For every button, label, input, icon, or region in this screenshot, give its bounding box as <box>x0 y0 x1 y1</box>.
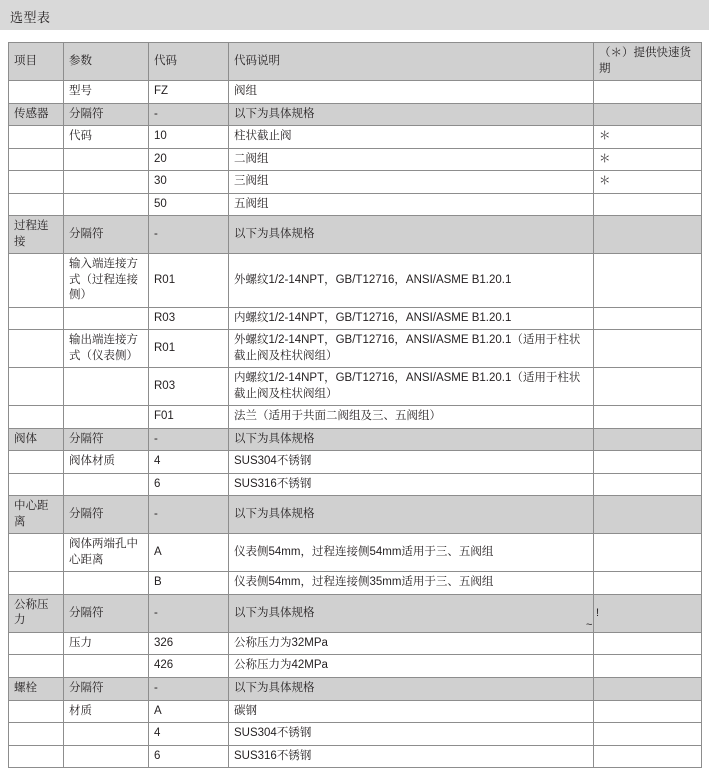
cell-item <box>9 171 64 194</box>
cell-item <box>9 700 64 723</box>
cell-code: R01 <box>149 330 229 368</box>
cell-param: 材质 <box>64 700 149 723</box>
cell-desc: 公称压力为42MPa <box>229 655 594 678</box>
cell-code: 4 <box>149 451 229 474</box>
cell-fast <box>594 677 702 700</box>
cell-param: 型号 <box>64 81 149 104</box>
cell-code: 10 <box>149 126 229 149</box>
cell-fast <box>594 700 702 723</box>
cell-param <box>64 368 149 406</box>
cell-param <box>64 171 149 194</box>
cell-fast <box>594 254 702 308</box>
cell-item <box>9 451 64 474</box>
cell-code: 30 <box>149 171 229 194</box>
cell-code: 20 <box>149 148 229 171</box>
cell-param: 压力 <box>64 632 149 655</box>
page-title: 选型表 <box>10 10 51 25</box>
spec-table-wrapper <box>8 42 701 768</box>
table-row <box>9 330 702 368</box>
cell-desc: 以下为具体规格 <box>229 594 594 632</box>
cell-param: 分隔符 <box>64 103 149 126</box>
cell-fast <box>594 103 702 126</box>
cell-code: - <box>149 103 229 126</box>
cell-fast <box>594 655 702 678</box>
cell-code: - <box>149 216 229 254</box>
table-row <box>9 723 702 746</box>
table-row <box>9 81 702 104</box>
cell-desc: 内螺纹1/2-14NPT，GB/T12716，ANSI/ASME B1.20.1（适用于柱状截止阀及柱状阀组） <box>229 368 594 406</box>
cell-item <box>9 406 64 429</box>
table-row <box>9 655 702 678</box>
cell-param: 分隔符 <box>64 216 149 254</box>
section-title-bar <box>0 0 709 30</box>
table-row <box>9 148 702 171</box>
column-header: （＊）提供快速货期 <box>594 43 702 81</box>
cell-item: 螺栓 <box>9 677 64 700</box>
cell-param: 分隔符 <box>64 594 149 632</box>
cell-desc: 五阀组 <box>229 193 594 216</box>
cell-code: A <box>149 700 229 723</box>
cell-item <box>9 254 64 308</box>
table-row <box>9 103 702 126</box>
cell-fast: ＊ <box>594 126 702 149</box>
cell-code: FZ <box>149 81 229 104</box>
cell-fast <box>594 496 702 534</box>
cell-code: R03 <box>149 368 229 406</box>
cell-param: 阀体两端孔中心距离 <box>64 534 149 572</box>
cell-fast <box>594 216 702 254</box>
table-row <box>9 307 702 330</box>
cell-fast <box>594 473 702 496</box>
cell-param <box>64 406 149 429</box>
column-header: 代码 <box>149 43 229 81</box>
cell-fast <box>594 451 702 474</box>
mark-a: ! <box>596 607 600 619</box>
cell-code: - <box>149 496 229 534</box>
table-row <box>9 171 702 194</box>
cell-param: 分隔符 <box>64 428 149 451</box>
cell-desc: 内螺纹1/2-14NPT，GB/T12716，ANSI/ASME B1.20.1 <box>229 307 594 330</box>
cell-desc: SUS304不锈钢 <box>229 451 594 474</box>
cell-code: 6 <box>149 745 229 768</box>
cell-item <box>9 81 64 104</box>
cell-item <box>9 307 64 330</box>
cell-code: - <box>149 428 229 451</box>
cell-item <box>9 632 64 655</box>
cell-desc: 仪表侧54mm，过程连接侧54mm适用于三、五阀组 <box>229 534 594 572</box>
spec-table <box>8 42 702 768</box>
cell-desc: 公称压力为32MPa <box>229 632 594 655</box>
table-row <box>9 126 702 149</box>
cell-param: 分隔符 <box>64 496 149 534</box>
cell-param <box>64 655 149 678</box>
cell-item <box>9 572 64 595</box>
cell-param: 阀体材质 <box>64 451 149 474</box>
cell-desc: 仪表侧54mm，过程连接侧35mm适用于三、五阀组 <box>229 572 594 595</box>
cell-fast <box>594 406 702 429</box>
cell-code: 50 <box>149 193 229 216</box>
cell-fast <box>594 572 702 595</box>
table-row <box>9 572 702 595</box>
cell-item <box>9 534 64 572</box>
cell-item <box>9 368 64 406</box>
cell-item: 传感器 <box>9 103 64 126</box>
table-row <box>9 193 702 216</box>
cell-code: F01 <box>149 406 229 429</box>
column-header: 代码说明 <box>229 43 594 81</box>
cell-code: 4 <box>149 723 229 746</box>
cell-code: A <box>149 534 229 572</box>
cell-param <box>64 148 149 171</box>
cell-desc: 以下为具体规格 <box>229 496 594 534</box>
cell-fast <box>594 81 702 104</box>
cell-param <box>64 572 149 595</box>
cell-code: 326 <box>149 632 229 655</box>
table-row <box>9 700 702 723</box>
table-row <box>9 254 702 308</box>
cell-desc: 三阀组 <box>229 171 594 194</box>
cell-desc: 外螺纹1/2-14NPT，GB/T12716，ANSI/ASME B1.20.1（适用于柱状截止阀及柱状阀组） <box>229 330 594 368</box>
cell-fast <box>594 193 702 216</box>
cell-desc: 碳钢 <box>229 700 594 723</box>
cell-fast <box>594 428 702 451</box>
cell-desc: 以下为具体规格 <box>229 428 594 451</box>
cell-desc: SUS304不锈钢 <box>229 723 594 746</box>
table-row <box>9 534 702 572</box>
table-row <box>9 368 702 406</box>
cell-param: 代码 <box>64 126 149 149</box>
cell-item <box>9 745 64 768</box>
cell-desc: SUS316不锈钢 <box>229 745 594 768</box>
cell-param <box>64 473 149 496</box>
cell-item <box>9 193 64 216</box>
cell-param: 分隔符 <box>64 677 149 700</box>
cell-item <box>9 655 64 678</box>
cell-item: 过程连接 <box>9 216 64 254</box>
cell-fast: ＊ <box>594 148 702 171</box>
column-header: 参数 <box>64 43 149 81</box>
table-row <box>9 496 702 534</box>
table-row <box>9 473 702 496</box>
cell-fast <box>594 723 702 746</box>
cell-item <box>9 330 64 368</box>
cell-fast <box>594 632 702 655</box>
cell-param: 输出端连接方式（仪表侧） <box>64 330 149 368</box>
cell-code: B <box>149 572 229 595</box>
cell-item: 中心距离 <box>9 496 64 534</box>
column-header: 项目 <box>9 43 64 81</box>
cell-code: R03 <box>149 307 229 330</box>
table-row <box>9 216 702 254</box>
cell-param: 输入端连接方式（过程连接侧） <box>64 254 149 308</box>
table-row <box>9 677 702 700</box>
cell-desc: 外螺纹1/2-14NPT，GB/T12716，ANSI/ASME B1.20.1 <box>229 254 594 308</box>
cell-param <box>64 723 149 746</box>
cell-fast <box>594 307 702 330</box>
cell-desc: SUS316不锈钢 <box>229 473 594 496</box>
cell-param <box>64 307 149 330</box>
cell-item <box>9 126 64 149</box>
table-row <box>9 745 702 768</box>
cell-desc: 二阀组 <box>229 148 594 171</box>
cell-item: 公称压力 <box>9 594 64 632</box>
cell-fast <box>594 745 702 768</box>
cell-fast <box>594 368 702 406</box>
mark-b: ~ <box>586 619 593 631</box>
cell-fast <box>594 534 702 572</box>
cell-desc: 法兰（适用于共面二阀组及三、五阀组） <box>229 406 594 429</box>
cell-code: 426 <box>149 655 229 678</box>
cell-desc: 以下为具体规格 <box>229 677 594 700</box>
cell-fast <box>594 594 702 632</box>
cell-item: 阀体 <box>9 428 64 451</box>
cell-code: - <box>149 677 229 700</box>
cell-desc: 阀组 <box>229 81 594 104</box>
table-row <box>9 428 702 451</box>
cell-code: 6 <box>149 473 229 496</box>
table-row <box>9 406 702 429</box>
cell-item <box>9 148 64 171</box>
cell-desc: 柱状截止阀 <box>229 126 594 149</box>
cell-code: - <box>149 594 229 632</box>
table-row <box>9 632 702 655</box>
table-header-row <box>9 43 702 81</box>
cell-fast <box>594 330 702 368</box>
cell-item <box>9 723 64 746</box>
cell-desc: 以下为具体规格 <box>229 216 594 254</box>
cell-fast: ＊ <box>594 171 702 194</box>
cell-code: R01 <box>149 254 229 308</box>
table-row <box>9 451 702 474</box>
cell-item <box>9 473 64 496</box>
cell-param <box>64 193 149 216</box>
cell-desc: 以下为具体规格 <box>229 103 594 126</box>
cell-param <box>64 745 149 768</box>
